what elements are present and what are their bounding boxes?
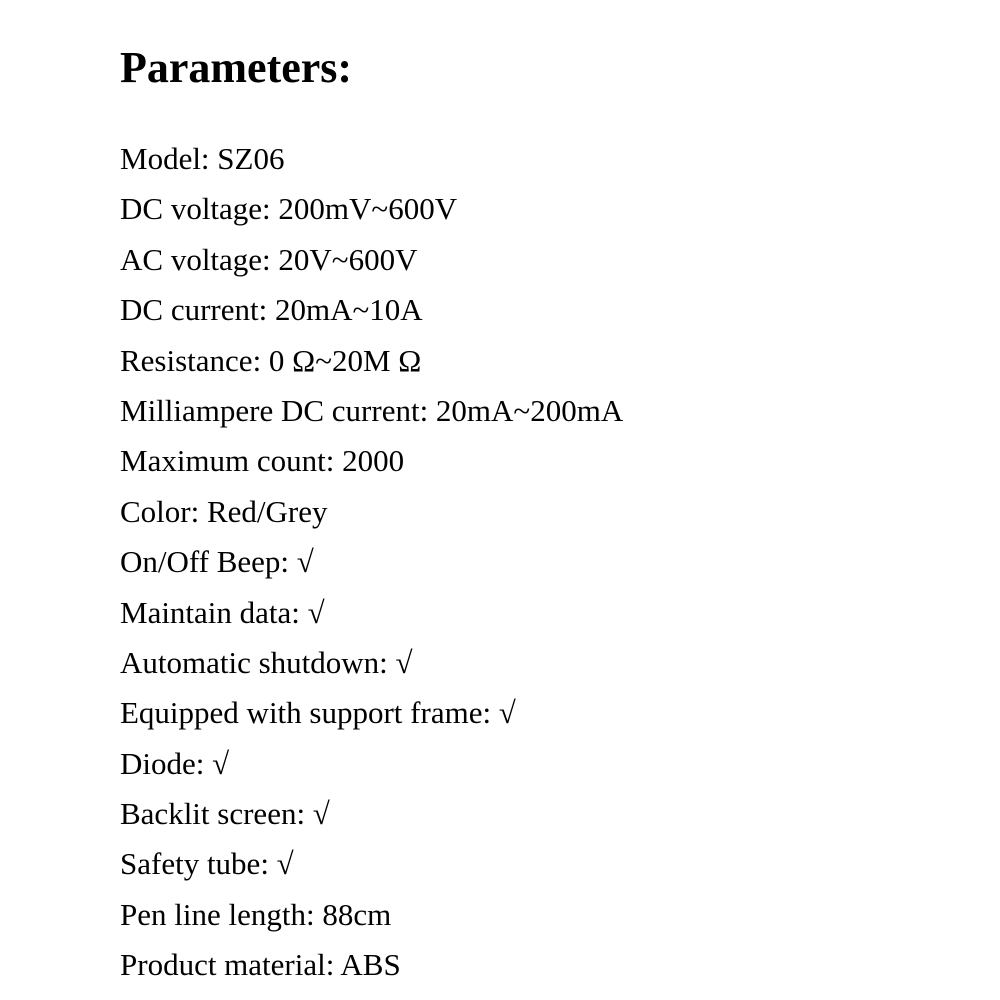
parameter-color: Color: Red/Grey [120,493,328,529]
parameters-document [120,0,980,1000]
parameter-list [120,134,623,991]
parameter-support-frame: Equipped with support frame: √ [120,695,516,731]
parameter-maintain-data: Maintain data: √ [120,594,325,630]
parameter-automatic-shutdown: Automatic shutdown: √ [120,644,413,680]
parameter-product-material: Product material: ABS [120,947,401,983]
parameter-model: Model: SZ06 [120,141,285,176]
parameter-ac-voltage: AC voltage: 20V~600V [120,241,418,277]
parameter-dc-current: DC current: 20mA~10A [120,292,423,328]
parameter-safety-tube: Safety tube: √ [120,846,294,882]
parameter-backlit-screen: Backlit screen: √ [120,796,330,832]
page-title: Parameters: [120,43,353,92]
parameter-diode: Diode: √ [120,745,230,781]
parameter-on-off-beep: On/Off Beep: √ [120,544,314,580]
parameter-milliampere-dc-current: Milliampere DC current: 20mA~200mA [120,392,624,428]
parameter-maximum-count: Maximum count: 2000 [120,443,405,479]
parameter-dc-voltage: DC voltage: 200mV~600V [120,191,458,227]
parameter-resistance: Resistance: 0 Ω~20M Ω [120,342,422,378]
parameter-pen-line-length: Pen line length: 88cm [120,896,392,932]
